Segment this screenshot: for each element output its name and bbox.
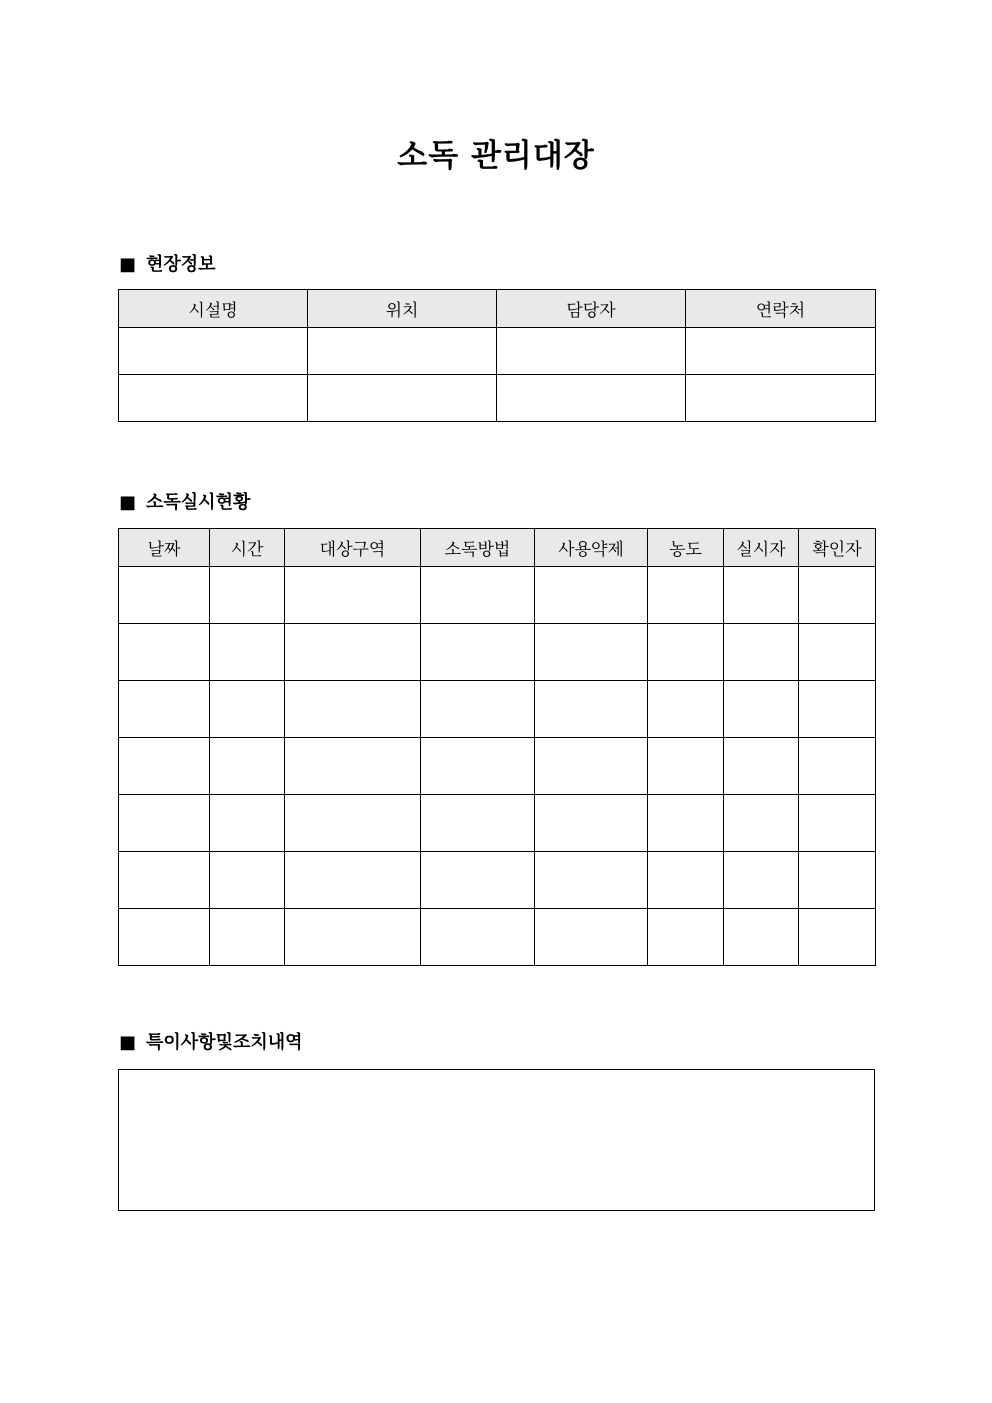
column-header-date: 날짜 [119, 529, 210, 567]
performer-cell[interactable] [724, 852, 799, 909]
disinfection-record-body [119, 567, 876, 966]
disinfection-record-table [118, 528, 876, 966]
target-area-cell[interactable] [285, 567, 421, 624]
target-area-cell[interactable] [285, 909, 421, 966]
table-row [119, 375, 876, 422]
column-header-performer: 실시자 [724, 529, 799, 567]
chemical-cell[interactable] [535, 624, 648, 681]
date-cell[interactable] [119, 795, 210, 852]
chemical-cell[interactable] [535, 909, 648, 966]
verifier-cell[interactable] [799, 852, 876, 909]
location-cell[interactable] [308, 375, 497, 422]
method-cell[interactable] [421, 795, 535, 852]
performer-cell[interactable] [724, 795, 799, 852]
chemical-cell[interactable] [535, 681, 648, 738]
square-bullet-icon: ■ [119, 492, 137, 513]
table-row [119, 624, 876, 681]
document-title: 소독 관리대장 [397, 138, 595, 174]
concentration-cell[interactable] [648, 738, 724, 795]
disinfection-header-row [119, 529, 876, 567]
notes-heading-label: 특이사항및조치내역 [146, 1032, 303, 1053]
column-header-time: 시간 [210, 529, 285, 567]
chemical-cell[interactable] [535, 738, 648, 795]
notes-heading [119, 1031, 303, 1055]
method-cell[interactable] [421, 681, 535, 738]
time-cell[interactable] [210, 738, 285, 795]
disinfection-status-heading-label: 소독실시현황 [146, 492, 251, 513]
table-row [119, 909, 876, 966]
location-cell[interactable] [308, 328, 497, 375]
site-info-heading [119, 253, 216, 277]
facility-name-cell[interactable] [119, 375, 308, 422]
time-cell[interactable] [210, 567, 285, 624]
method-cell[interactable] [421, 624, 535, 681]
date-cell[interactable] [119, 681, 210, 738]
target-area-cell[interactable] [285, 624, 421, 681]
chemical-cell[interactable] [535, 852, 648, 909]
time-cell[interactable] [210, 795, 285, 852]
method-cell[interactable] [421, 567, 535, 624]
column-header-verifier: 확인자 [799, 529, 876, 567]
concentration-cell[interactable] [648, 795, 724, 852]
table-row [119, 681, 876, 738]
verifier-cell[interactable] [799, 795, 876, 852]
verifier-cell[interactable] [799, 567, 876, 624]
facility-name-cell[interactable] [119, 328, 308, 375]
performer-cell[interactable] [724, 681, 799, 738]
date-cell[interactable] [119, 567, 210, 624]
concentration-cell[interactable] [648, 852, 724, 909]
column-header-target-area: 대상구역 [285, 529, 421, 567]
performer-cell[interactable] [724, 738, 799, 795]
column-header-method: 소독방법 [421, 529, 535, 567]
time-cell[interactable] [210, 681, 285, 738]
performer-cell[interactable] [724, 567, 799, 624]
performer-cell[interactable] [724, 909, 799, 966]
site-info-header-row [119, 290, 876, 328]
method-cell[interactable] [421, 852, 535, 909]
concentration-cell[interactable] [648, 567, 724, 624]
target-area-cell[interactable] [285, 852, 421, 909]
time-cell[interactable] [210, 852, 285, 909]
method-cell[interactable] [421, 909, 535, 966]
square-bullet-icon: ■ [119, 1032, 137, 1053]
column-header-location: 위치 [308, 290, 497, 328]
concentration-cell[interactable] [648, 681, 724, 738]
performer-cell[interactable] [724, 624, 799, 681]
disinfection-status-heading [119, 491, 250, 515]
column-header-facility-name: 시설명 [119, 290, 308, 328]
contact-cell[interactable] [686, 375, 876, 422]
date-cell[interactable] [119, 624, 210, 681]
time-cell[interactable] [210, 624, 285, 681]
date-cell[interactable] [119, 852, 210, 909]
target-area-cell[interactable] [285, 738, 421, 795]
method-cell[interactable] [421, 738, 535, 795]
target-area-cell[interactable] [285, 795, 421, 852]
table-row [119, 328, 876, 375]
column-header-chemical: 사용약제 [535, 529, 648, 567]
concentration-cell[interactable] [648, 909, 724, 966]
date-cell[interactable] [119, 738, 210, 795]
table-row [119, 852, 876, 909]
verifier-cell[interactable] [799, 909, 876, 966]
site-info-heading-label: 현장정보 [146, 254, 216, 275]
verifier-cell[interactable] [799, 738, 876, 795]
column-header-contact: 연락처 [686, 290, 876, 328]
column-header-manager: 담당자 [497, 290, 686, 328]
manager-cell[interactable] [497, 375, 686, 422]
table-row [119, 567, 876, 624]
notes-box[interactable] [118, 1069, 875, 1211]
manager-cell[interactable] [497, 328, 686, 375]
time-cell[interactable] [210, 909, 285, 966]
table-row [119, 795, 876, 852]
target-area-cell[interactable] [285, 681, 421, 738]
verifier-cell[interactable] [799, 624, 876, 681]
verifier-cell[interactable] [799, 681, 876, 738]
concentration-cell[interactable] [648, 624, 724, 681]
chemical-cell[interactable] [535, 567, 648, 624]
column-header-concentration: 농도 [648, 529, 724, 567]
contact-cell[interactable] [686, 328, 876, 375]
site-info-table [118, 289, 876, 422]
square-bullet-icon: ■ [119, 254, 137, 275]
table-row [119, 738, 876, 795]
date-cell[interactable] [119, 909, 210, 966]
chemical-cell[interactable] [535, 795, 648, 852]
